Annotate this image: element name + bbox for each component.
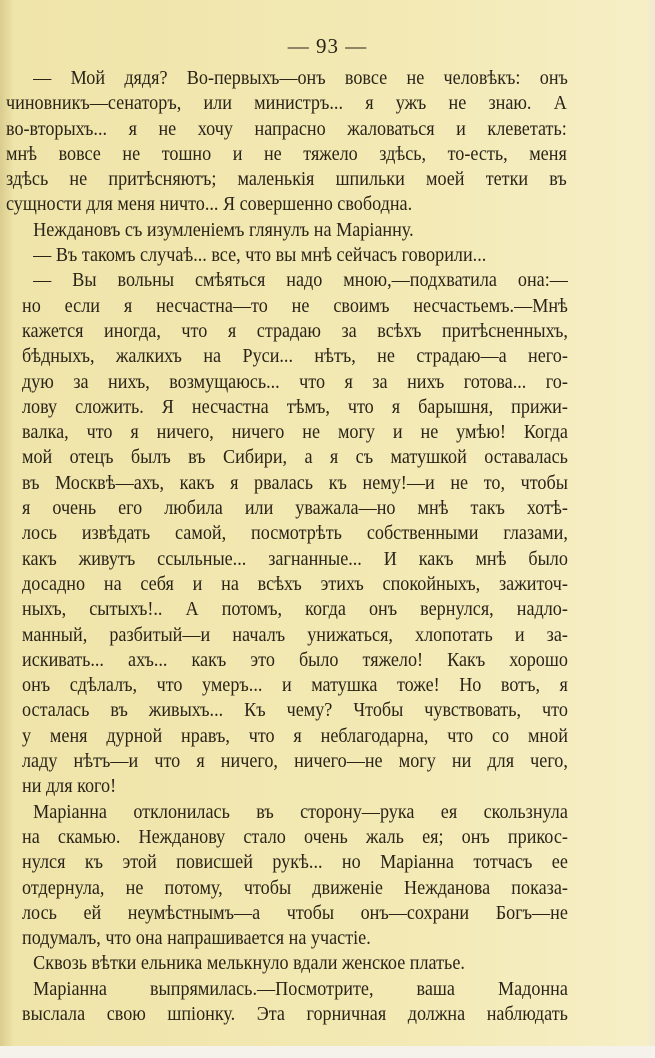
text-line: подумалъ, что она напрашивается на участіе.	[22, 928, 371, 950]
text-line: Сквозь вѣтки ельника мелькнуло вдали женское платье.	[33, 953, 465, 975]
text-line: но если я несчастна—то не своимъ несчастьемъ.—Мнѣ	[22, 295, 568, 317]
text-line: кажется иногда, что я страдаю за всѣхъ притѣсненныхъ,	[22, 320, 568, 342]
text-line: чиновникъ—сенаторъ, или министръ... я ужъ не знаю. А	[6, 93, 567, 115]
text-line: въ Москвѣ—ахъ, какъ я рвалась къ нему!—и не то, чтобы	[22, 472, 568, 494]
text-line: онъ сдѣлалъ, что умеръ... и матушка тоже! Но вотъ, я	[22, 675, 568, 697]
page-body-text	[6, 66, 568, 1027]
text-line: я очень его любила или уважала—но мнѣ такъ хотѣ-	[22, 498, 568, 520]
text-line: манный, разбитый—и началъ унижаться, хлопотать и за-	[22, 624, 568, 646]
text-line: у меня дурной нравъ, что я неблагодарна, что со мной	[22, 725, 568, 747]
text-line: отдернула, не потому, чтобы движеніе Нежданова показа-	[22, 877, 568, 899]
text-line: Маріанна отклонилась въ сторону—рука ея скользнула	[33, 801, 568, 823]
text-line: лось ей неумѣстнымъ—а чтобы онъ—сохрани Богъ—не	[22, 902, 568, 924]
page-edge	[645, 0, 655, 1058]
text-line: — Мой дядя? Во-первыхъ—онъ вовсе не человѣкъ: онъ	[33, 68, 568, 89]
scan-margin	[0, 1046, 655, 1058]
text-line: валка, что я ничего, ничего не могу и не умѣю! Когда	[22, 422, 568, 444]
text-line: досадно на себя и на всѣхъ этихъ спокойныхъ, зажиточ-	[22, 573, 568, 595]
text-line: — Вы вольны смѣяться надо мною,—подхватила она:—	[33, 270, 568, 292]
text-line: выслала свою шпіонку. Эта горничная должна наблюдать	[22, 1003, 568, 1025]
text-line: какъ живутъ ссыльные... загнанные... И какъ мнѣ было	[22, 548, 568, 570]
text-line: ныхъ, сытыхъ!.. А потомъ, когда онъ вернулся, надло-	[22, 599, 568, 621]
text-line: — Въ такомъ случаѣ... все, что вы мнѣ сейчасъ говорили...	[33, 245, 487, 267]
page-number: — 93 —	[287, 34, 368, 58]
text-line: нулся къ этой повисшей рукѣ... но Маріанна тотчасъ ее	[22, 852, 568, 874]
text-line: ладу нѣтъ—и что я ничего, ничего—не могу ни для чего,	[22, 751, 568, 773]
text-line: лось извѣдать самой, посмотрѣть собственными глазами,	[22, 523, 568, 545]
text-line: Маріанна выпрямилась.—Посмотрите, ваша Мадонна	[33, 978, 568, 1000]
text-line: бѣдныхъ, жалкихъ на Руси... нѣтъ, не страдаю—а него-	[22, 346, 568, 368]
text-line: на скамью. Нежданову стало очень жаль ея; онъ прикос-	[22, 826, 568, 848]
text-line: здѣсь не притѣсняютъ; маленькія шпильки моей тетки въ	[6, 169, 567, 191]
text-line: дую за нихъ, возмущаюсь... что я за нихъ готова... го-	[22, 371, 568, 393]
text-line: лову сложить. Я несчастна тѣмъ, что я барышня, прижи-	[22, 396, 568, 418]
text-line: мнѣ вовсе не тошно и не тяжело здѣсь, то-есть, меня	[6, 143, 567, 165]
text-line: сущности для меня ничто... Я совершенно свободна.	[6, 194, 413, 216]
text-line: мой отецъ былъ въ Сибири, а я съ матушкой оставалась	[22, 447, 568, 469]
text-line: во-вторыхъ... я не хочу напрасно жаловаться и клеветать:	[6, 118, 567, 140]
text-line: Неждановъ съ изумленіемъ глянулъ на Маріанну.	[33, 219, 414, 241]
text-line: искивать... ахъ... какъ это было тяжело! Какъ хорошо	[22, 649, 568, 671]
text-line: ни для кого!	[22, 776, 117, 798]
text-line: осталась въ живыхъ... Къ чему? Чтобы чувствовать, что	[22, 700, 568, 722]
